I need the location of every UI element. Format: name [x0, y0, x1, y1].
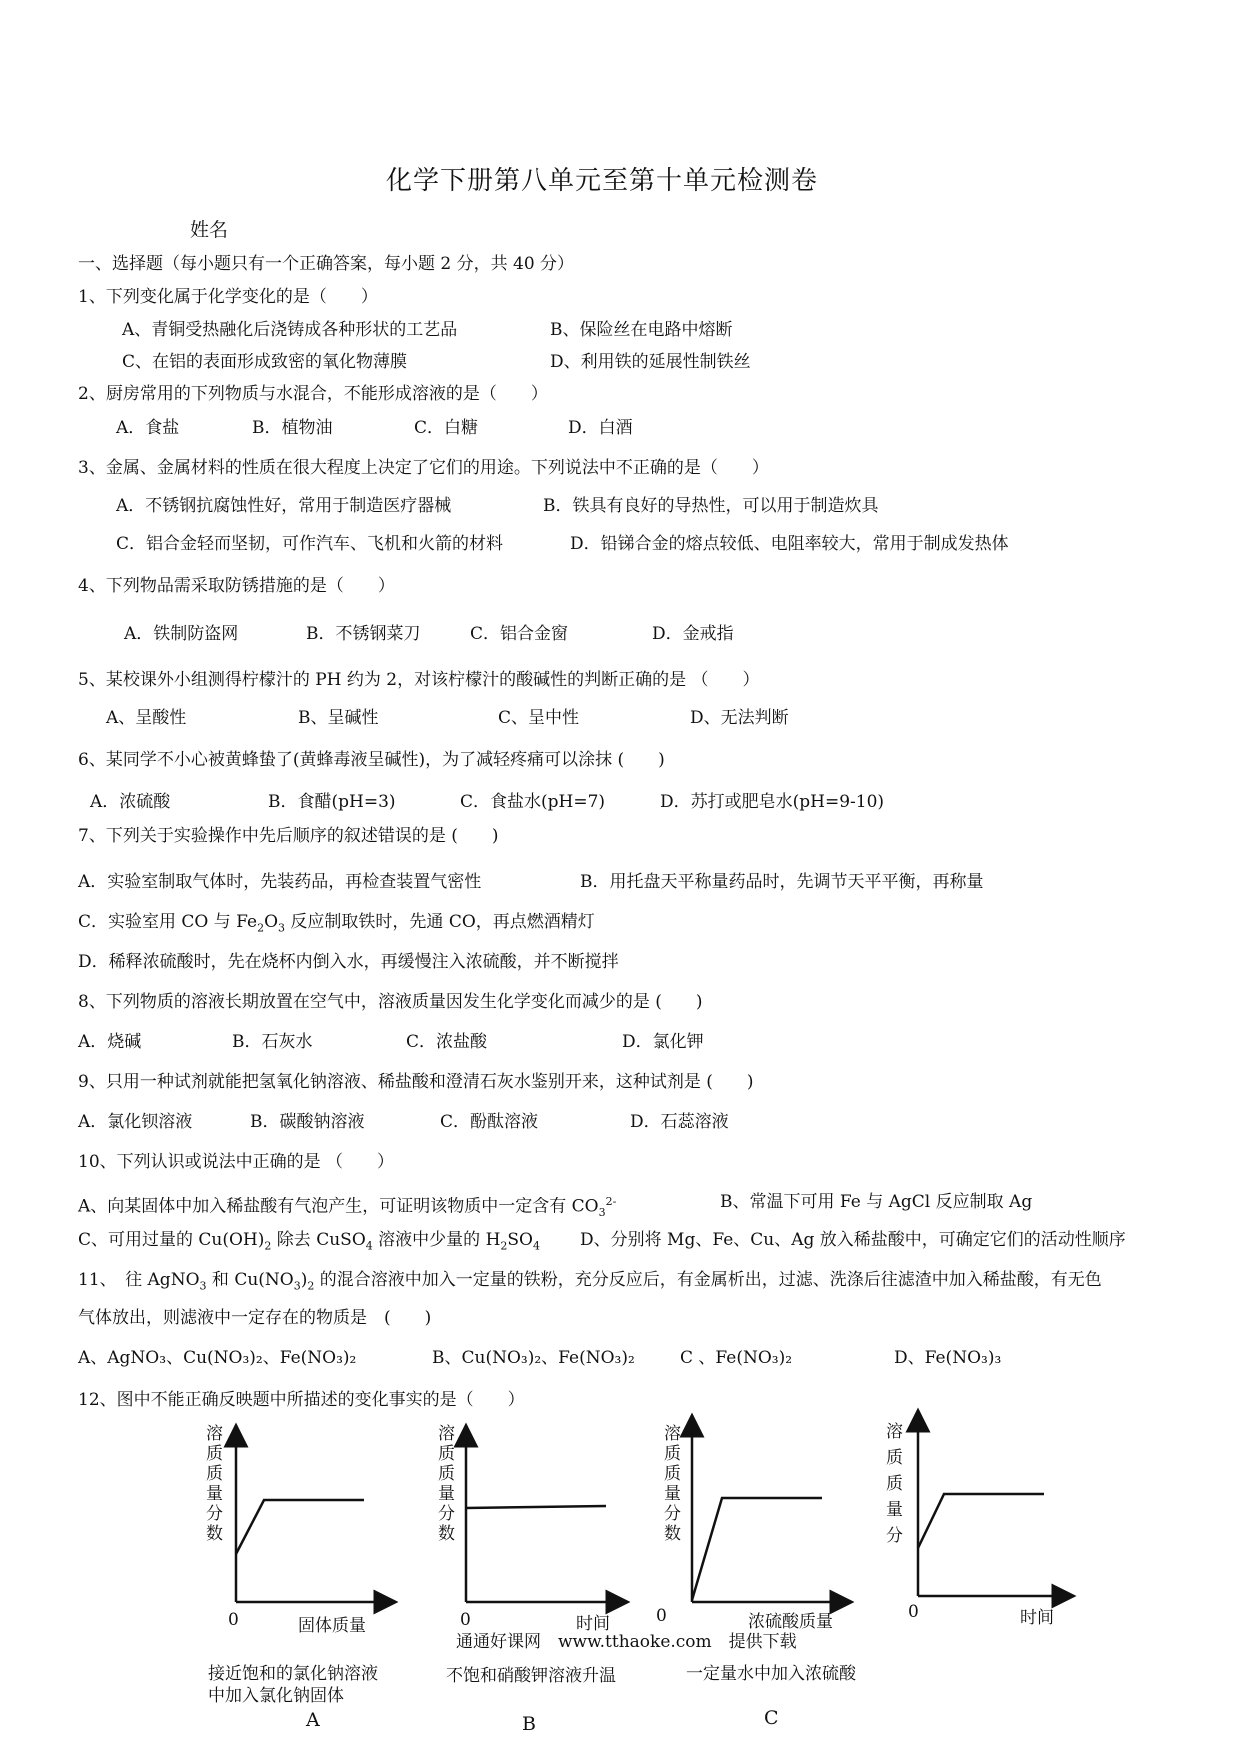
graph-c-curve	[692, 1498, 822, 1600]
graph-b-ylabel-1: 溶	[438, 1424, 455, 1444]
graph-c-letter: C	[764, 1707, 779, 1729]
question-9-option-b: B．碳酸钠溶液	[250, 1112, 365, 1132]
question-7-option-d: D．稀释浓硫酸时，先在烧杯内倒入水，再缓慢注入浓硫酸，并不断搅拌	[78, 952, 619, 972]
question-4-option-c: C．铝合金窗	[470, 624, 569, 644]
watermark-text: 通通好课网 www.tthaoke.com 提供下载	[456, 1632, 797, 1652]
question-8-option-c: C．浓盐酸	[406, 1032, 488, 1052]
graph-b	[466, 1425, 628, 1602]
question-3-option-b: B．铁具有良好的导热性，可以用于制造炊具	[543, 496, 879, 516]
question-7-stem: 7、下列关于实验操作中先后顺序的叙述错误的是 ( )	[78, 826, 499, 846]
name-label: 姓名	[190, 219, 229, 241]
graph-b-ylabel-5: 分	[438, 1504, 455, 1524]
graph-b-letter: B	[522, 1713, 536, 1735]
graph-d-ylabel-4: 量	[886, 1500, 903, 1520]
question-1-option-b: B、保险丝在电路中熔断	[550, 320, 733, 340]
graph-d-ylabel-5: 分	[886, 1526, 903, 1546]
graph-d-origin: 0	[908, 1602, 919, 1622]
question-10-option-c: C、可用过量的 $Cu(OH)_2$ 除去 CuSO$_4$ 溶液中少量的 $H_2SO_4$	[78, 1230, 540, 1253]
graph-d-ylabel-2: 质	[886, 1448, 903, 1468]
question-3-option-a: A．不锈钢抗腐蚀性好，常用于制造医疗器械	[116, 496, 452, 516]
question-5-option-d: D、无法判断	[690, 708, 789, 728]
question-5-option-b: B、呈碱性	[298, 708, 379, 728]
question-2-option-c: C．白糖	[414, 418, 479, 438]
question-6-option-b: B．食醋(pH=3)	[268, 792, 396, 812]
graph-d-ylabel-3: 质	[886, 1474, 903, 1494]
graph-b-xlabel: 时间	[576, 1614, 610, 1634]
question-7-option-b: B．用托盘天平称量药品时，先调节天平平衡，再称量	[580, 872, 984, 892]
question-3-option-d: D．铅锑合金的熔点较低、电阻率较大，常用于制成发热体	[570, 534, 1009, 554]
question-6-option-d: D．苏打或肥皂水(pH=9-10)	[660, 792, 885, 812]
graph-b-curve	[466, 1506, 606, 1508]
graph-c-xlabel: 浓硫酸质量	[748, 1612, 833, 1632]
question-11-option-a: A、AgNO₃、Cu(NO₃)₂、Fe(NO₃)₂	[78, 1348, 357, 1368]
question-12-stem: 12、图中不能正确反映题中所描述的变化事实的是（ ）	[78, 1390, 525, 1410]
graph-c-ylabel-1: 溶	[664, 1424, 681, 1444]
question-4-option-d: D．金戒指	[652, 624, 734, 644]
question-1-option-a: A、青铜受热融化后浇铸成各种形状的工艺品	[122, 320, 458, 340]
graph-b-ylabel-3: 质	[438, 1464, 455, 1484]
graph-a-ylabel-2: 质	[206, 1444, 223, 1464]
question-2-option-b: B．植物油	[252, 418, 333, 438]
graph-d-ylabel-1: 溶	[886, 1422, 903, 1442]
graph-a-ylabel-6: 数	[206, 1524, 223, 1544]
question-4-option-a: A．铁制防盗网	[124, 624, 239, 644]
question-6-option-c: C．食盐水(pH=7)	[460, 792, 606, 812]
graph-b-ylabel-2: 质	[438, 1444, 455, 1464]
question-8-option-b: B．石灰水	[232, 1032, 313, 1052]
graph-c-ylabel-3: 质	[664, 1464, 681, 1484]
graph-c-ylabel-6: 数	[664, 1524, 681, 1544]
graph-b-ylabel-6: 数	[438, 1524, 455, 1544]
question-9-option-d: D．石蕊溶液	[630, 1112, 729, 1132]
question-11-stem-line2: 气体放出，则滤液中一定存在的物质是 ( )	[78, 1308, 432, 1328]
graph-a-letter: A	[306, 1709, 320, 1731]
question-10-option-d: D、分别将 Mg、Fe、Cu、Ag 放入稀盐酸中，可确定它们的活动性顺序	[580, 1230, 1126, 1250]
question-8-stem: 8、下列物质的溶液长期放置在空气中，溶液质量因发生化学变化而减少的是 ( )	[78, 992, 703, 1012]
graph-a-origin: 0	[228, 1610, 239, 1630]
question-6-option-a: A．浓硫酸	[90, 792, 171, 812]
question-1-stem: 1、下列变化属于化学变化的是（ ）	[78, 287, 378, 307]
question-11-stem-line1: 11、 往 AgNO$_3$ 和 $Cu(NO_3)_2$ 的混合溶液中加入一定量的铁粉，充分反应后，有金属析出，过滤、洗涤后往滤渣中加入稀盐酸，有无色	[78, 1270, 1102, 1293]
graph-a-ylabel-1: 溶	[206, 1424, 223, 1444]
question-7-option-c: C．实验室用 CO 与 $Fe_2O_3$ 反应制取铁时，先通 CO，再点燃酒精灯	[78, 912, 595, 935]
question-9-stem: 9、只用一种试剂就能把氢氧化钠溶液、稀盐酸和澄清石灰水鉴别开来，这种试剂是 ( )	[78, 1072, 754, 1092]
question-3-stem: 3、金属、金属材料的性质在很大程度上决定了它们的用途。下列说法中不正确的是（ ）	[78, 458, 769, 478]
graph-c-caption: 一定量水中加入浓硫酸	[686, 1664, 856, 1684]
question-9-option-a: A．氯化钡溶液	[78, 1112, 193, 1132]
page-title: 化学下册第八单元至第十单元检测卷	[386, 166, 819, 196]
question-4-option-b: B．不锈钢菜刀	[306, 624, 421, 644]
question-11-option-c: C 、Fe(NO₃)₂	[680, 1348, 793, 1368]
graph-c-origin: 0	[656, 1606, 667, 1626]
question-1-option-c: C、在铝的表面形成致密的氧化物薄膜	[122, 352, 408, 372]
question-4-stem: 4、下列物品需采取防锈措施的是（ ）	[78, 576, 395, 596]
graph-c	[692, 1415, 852, 1602]
graph-a-ylabel-3: 质	[206, 1464, 223, 1484]
graph-b-origin: 0	[460, 1610, 471, 1630]
graph-b-ylabel-4: 量	[438, 1484, 455, 1504]
graph-d	[918, 1410, 1074, 1596]
question-5-option-a: A、呈酸性	[106, 708, 187, 728]
question-10-option-a: A、向某固体中加入稀盐酸有气泡产生，可证明该物质中一定含有 $CO_3^{2-}$	[78, 1195, 617, 1220]
question-10-option-b: B、常温下可用 Fe 与 AgCl 反应制取 Ag	[720, 1192, 1033, 1212]
graph-c-ylabel-2: 质	[664, 1444, 681, 1464]
question-8-option-a: A．烧碱	[78, 1032, 142, 1052]
graph-c-ylabel-5: 分	[664, 1504, 681, 1524]
graph-a	[236, 1425, 396, 1602]
question-8-option-d: D．氯化钾	[622, 1032, 704, 1052]
graph-c-ylabel-4: 量	[664, 1484, 681, 1504]
graph-b-caption: 不饱和硝酸钾溶液升温	[446, 1666, 616, 1686]
question-11-option-b: B、Cu(NO₃)₂、Fe(NO₃)₂	[432, 1348, 635, 1368]
question-7-option-a: A．实验室制取气体时，先装药品，再检查装置气密性	[78, 872, 482, 892]
question-3-option-c: C．铝合金轻而坚韧，可作汽车、飞机和火箭的材料	[116, 534, 504, 554]
graph-a-caption-line1: 接近饱和的氯化钠溶液	[208, 1664, 378, 1684]
graph-a-ylabel-4: 量	[206, 1484, 223, 1504]
question-5-option-c: C、呈中性	[498, 708, 580, 728]
section-heading: 一、选择题（每小题只有一个正确答案，每小题 2 分，共 40 分）	[78, 254, 575, 274]
question-10-stem: 10、下列认识或说法中正确的是 （ ）	[78, 1152, 395, 1172]
graph-a-ylabel-5: 分	[206, 1504, 223, 1524]
question-2-option-a: A．食盐	[116, 418, 180, 438]
question-2-option-d: D．白酒	[568, 418, 633, 438]
graph-a-curve	[236, 1500, 364, 1554]
graph-a-xlabel: 固体质量	[298, 1616, 366, 1636]
graph-d-curve	[918, 1494, 1044, 1548]
graph-d-xlabel: 时间	[1020, 1608, 1054, 1628]
graph-a-caption-line2: 中加入氯化钠固体	[208, 1686, 344, 1706]
question-2-stem: 2、厨房常用的下列物质与水混合，不能形成溶液的是（ ）	[78, 384, 548, 404]
question-11-option-d: D、Fe(NO₃)₃	[894, 1348, 1002, 1368]
question-6-stem: 6、某同学不小心被黄蜂蛰了(黄蜂毒液呈碱性)，为了减轻疼痛可以涂抹 ( )	[78, 750, 665, 770]
question-5-stem: 5、某校课外小组测得柠檬汁的 PH 约为 2，对该柠檬汁的酸碱性的判断正确的是 （ ）	[78, 670, 760, 690]
question-9-option-c: C．酚酞溶液	[440, 1112, 539, 1132]
question-1-option-d: D、利用铁的延展性制铁丝	[550, 352, 751, 372]
